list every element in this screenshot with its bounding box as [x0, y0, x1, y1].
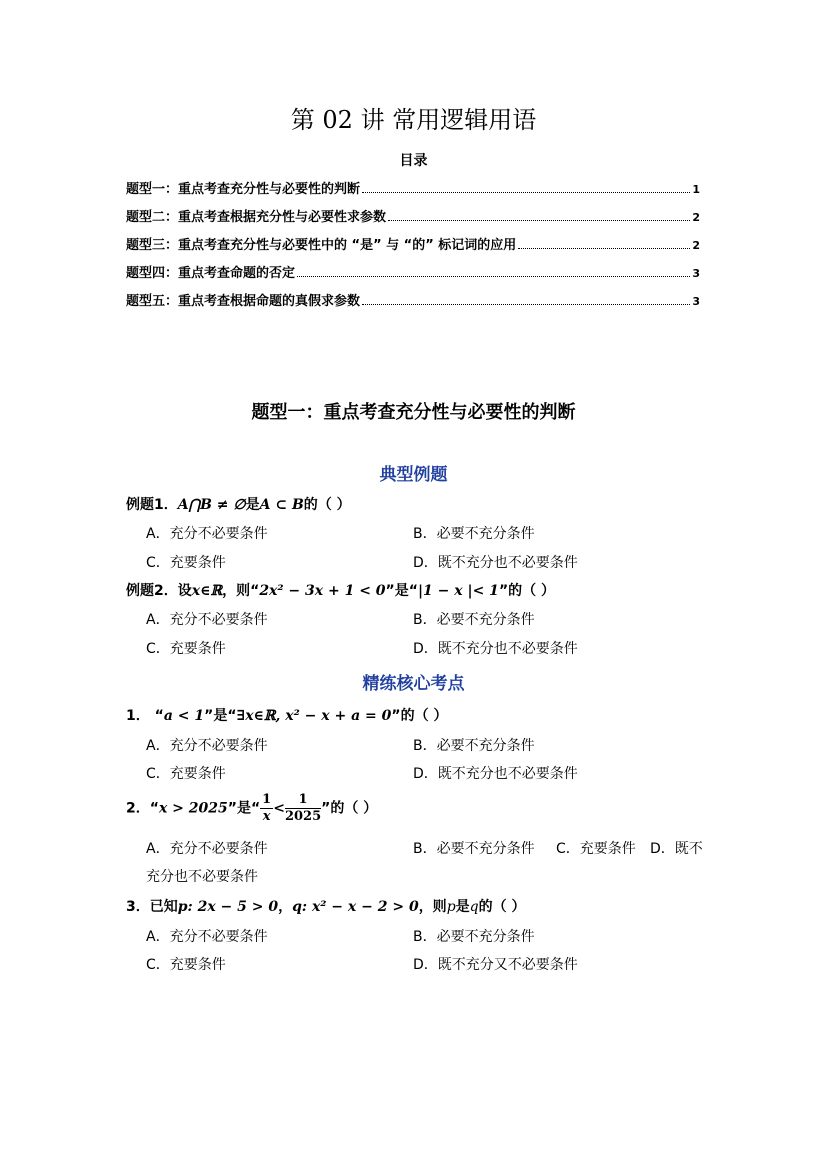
- option-d-continuation: 充分也不必要条件: [146, 869, 258, 885]
- option-d[interactable]: D．既不: [650, 841, 703, 857]
- option-d[interactable]: D．既不充分也不必要条件: [413, 555, 578, 571]
- option-c[interactable]: C．充要条件: [146, 641, 226, 657]
- toc-heading: 目录: [399, 153, 428, 169]
- toc-item[interactable]: [126, 290, 700, 309]
- toc-item[interactable]: [126, 178, 700, 197]
- fraction-1-over-x: $\frac{1}{x}$: [262, 792, 272, 824]
- toc-item[interactable]: [126, 234, 700, 253]
- practice-heading: 精练核心考点: [362, 674, 465, 694]
- toc-leader: [362, 191, 690, 193]
- toc-item-label: 题型二：重点考查根据充分性与必要性求参数: [126, 210, 387, 225]
- option-b[interactable]: B．必要不充分条件: [413, 526, 535, 542]
- toc-leader: [362, 303, 690, 305]
- option-b[interactable]: B．必要不充分条件: [413, 929, 535, 945]
- option-a[interactable]: A．充分不必要条件: [146, 526, 268, 542]
- option-b[interactable]: B．必要不充分条件: [413, 612, 535, 628]
- toc-leader: [518, 247, 690, 249]
- option-a[interactable]: A．充分不必要条件: [146, 841, 268, 857]
- option-a[interactable]: A．充分不必要条件: [146, 612, 268, 628]
- toc-leader: [297, 275, 690, 277]
- section-title: 题型一：重点考查充分性与必要性的判断: [251, 402, 576, 423]
- option-d[interactable]: D．既不充分又不必要条件: [413, 957, 578, 973]
- toc-item-label: 题型三：重点考查充分性与必要性中的 “是” 与 “的” 标记词的应用: [126, 238, 517, 253]
- toc-item-page: 3: [692, 295, 700, 308]
- question-3: 3．已知p: 2x − 5 > 0，q: x² − x − 2 > 0，则p是q的（ ）: [126, 899, 526, 915]
- page-title: 第 02 讲 常用逻辑用语: [290, 106, 537, 134]
- option-c[interactable]: C．充要条件: [146, 957, 226, 973]
- option-c[interactable]: C．充要条件: [556, 841, 636, 857]
- toc-item[interactable]: [126, 206, 700, 225]
- toc-item-page: 2: [692, 239, 700, 252]
- question-2: 2．“x > 2025”是“ $\frac{1}{x}$ < $\frac{1}{2025}$ ”的（ ）: [126, 792, 378, 824]
- toc-item-page: 1: [692, 183, 700, 196]
- toc-item-page: 2: [692, 211, 700, 224]
- toc-item-label: 题型四：重点考查命题的否定: [126, 266, 296, 281]
- toc-leader: [388, 219, 690, 221]
- option-d[interactable]: D．既不充分也不必要条件: [413, 641, 578, 657]
- example-2-question: 例题2．设x∈ℝ，则“2x² − 3x + 1 < 0”是“|1 − x |< 1”的（ ）: [126, 583, 556, 599]
- toc-item-label: 题型一：重点考查充分性与必要性的判断: [126, 182, 361, 197]
- option-a[interactable]: A．充分不必要条件: [146, 929, 268, 945]
- fraction-1-over-2025: $\frac{1}{2025}$: [284, 792, 322, 824]
- toc-item[interactable]: [126, 262, 700, 281]
- question-1: 1． “a < 1”是“∃x∈ℝ, x² − x + a = 0”的（ ）: [126, 708, 448, 724]
- example-1-question: 例题1．A⋂B ≠ ∅是A ⊂ B的（ ）: [126, 497, 351, 513]
- option-a[interactable]: A．充分不必要条件: [146, 738, 268, 754]
- toc-item-label: 题型五：重点考查根据命题的真假求参数: [126, 294, 361, 309]
- typical-examples-heading: 典型例题: [379, 465, 448, 485]
- option-b[interactable]: B．必要不充分条件: [413, 738, 535, 754]
- option-d[interactable]: D．既不充分也不必要条件: [413, 766, 578, 782]
- toc-item-page: 3: [692, 267, 700, 280]
- option-c[interactable]: C．充要条件: [146, 555, 226, 571]
- option-b[interactable]: B．必要不充分条件: [413, 841, 535, 857]
- option-c[interactable]: C．充要条件: [146, 766, 226, 782]
